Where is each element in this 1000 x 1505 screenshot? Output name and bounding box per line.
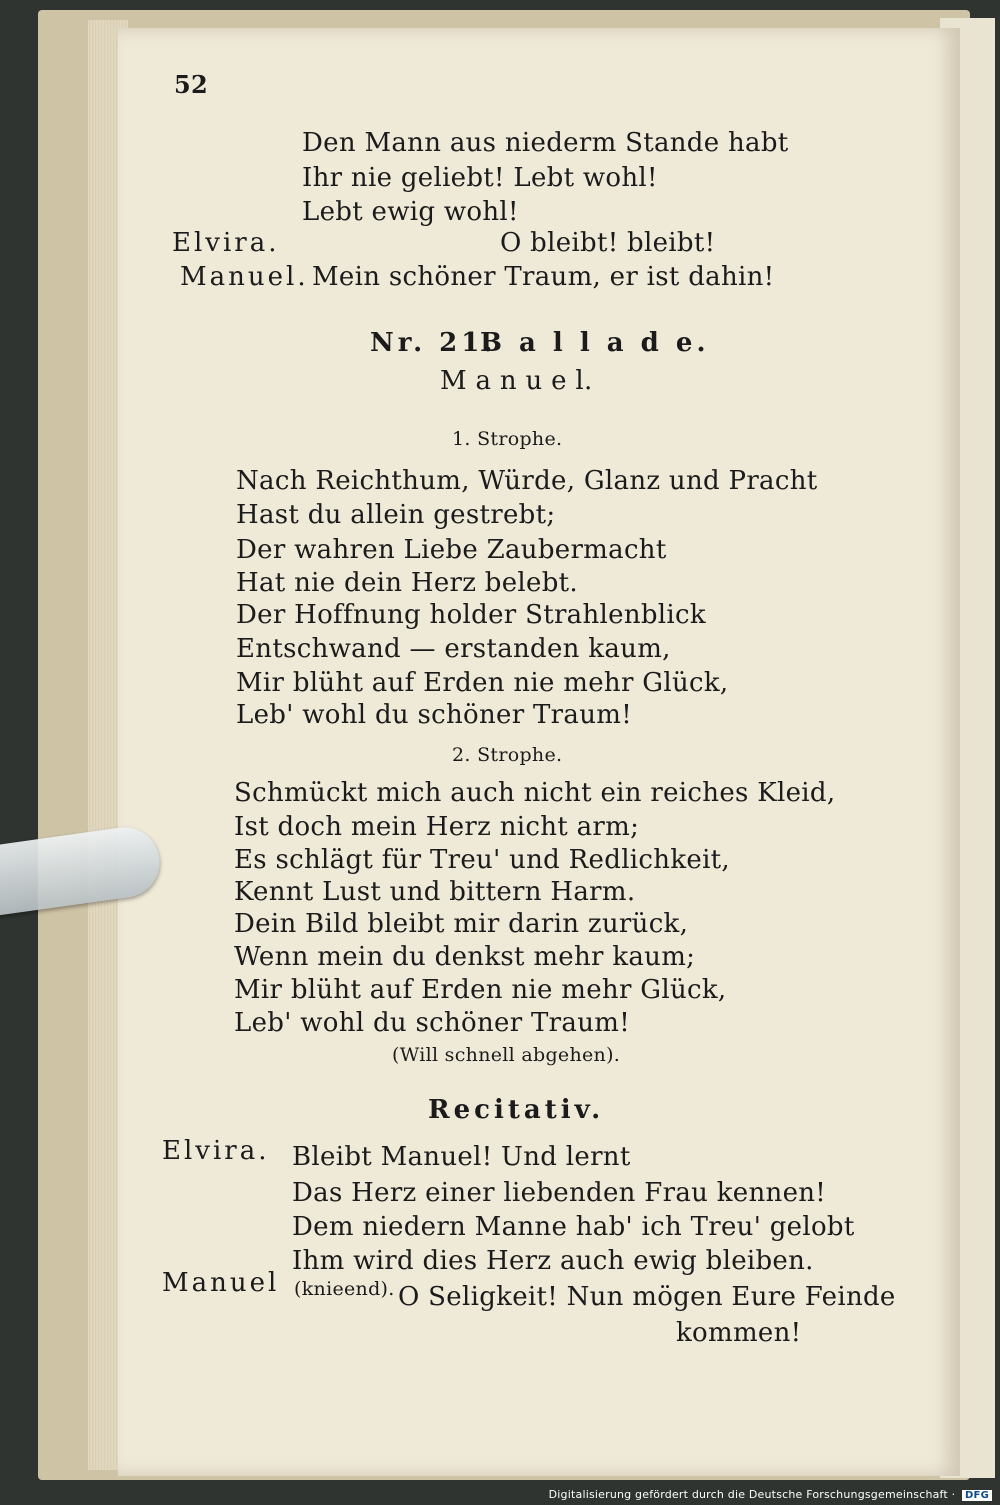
dfg-logo-icon: DFG bbox=[962, 1490, 992, 1501]
text-line: Recitativ. bbox=[428, 1095, 605, 1125]
text-line: Hat nie dein Herz belebt. bbox=[236, 568, 578, 598]
text-line: Lebt ewig wohl! bbox=[302, 197, 519, 227]
footer-credit: Digitalisierung gefördert durch die Deutsche Forschungsgemeinschaft · DFG bbox=[549, 1488, 992, 1501]
text-line: Das Herz einer liebenden Frau kennen! bbox=[292, 1178, 827, 1208]
text-line: Manuel. bbox=[180, 262, 309, 292]
text-line: kommen! bbox=[676, 1318, 802, 1348]
text-line: Der wahren Liebe Zaubermacht bbox=[236, 535, 667, 565]
text-line: Mir blüht auf Erden nie mehr Glück, bbox=[234, 975, 727, 1005]
text-line: Nach Reichthum, Würde, Glanz und Pracht bbox=[236, 466, 818, 496]
text-line: 2. Strophe. bbox=[452, 744, 563, 766]
text-line: M a n u e l. bbox=[440, 366, 593, 396]
text-line: Ihm wird dies Herz auch ewig bleiben. bbox=[292, 1246, 814, 1276]
text-line: (knieend). bbox=[294, 1278, 395, 1300]
text-line: Elvira. bbox=[162, 1136, 270, 1166]
text-line: Mein schöner Traum, er ist dahin! bbox=[312, 262, 775, 292]
text-line: Manuel bbox=[162, 1268, 280, 1298]
text-line: Nr. 21. bbox=[370, 328, 497, 358]
text-line: Den Mann aus niederm Stande habt bbox=[302, 128, 789, 158]
text-line: Dein Bild bleibt mir darin zurück, bbox=[234, 909, 689, 939]
page-number: 52 bbox=[174, 70, 208, 99]
text-line: Bleibt Manuel! Und lernt bbox=[292, 1142, 631, 1172]
text-line: Elvira. bbox=[172, 228, 280, 258]
text-line: B a l l a d e. bbox=[480, 328, 710, 358]
text-line: Leb' wohl du schöner Traum! bbox=[234, 1008, 630, 1038]
text-line: Ist doch mein Herz nicht arm; bbox=[234, 812, 640, 842]
book-page bbox=[118, 28, 960, 1476]
text-line: Der Hoffnung holder Strahlenblick bbox=[236, 600, 706, 630]
footer-text: Digitalisierung gefördert durch die Deutsche Forschungsgemeinschaft bbox=[548, 1488, 948, 1501]
text-line: (Will schnell abgehen). bbox=[392, 1044, 621, 1066]
text-line: Schmückt mich auch nicht ein reiches Kleid, bbox=[234, 778, 836, 808]
text-line: Dem niedern Manne hab' ich Treu' gelobt bbox=[292, 1212, 855, 1242]
text-line: O Seligkeit! Nun mögen Eure Feinde bbox=[398, 1282, 896, 1312]
text-line: Hast du allein gestrebt; bbox=[236, 500, 556, 530]
text-line: O bleibt! bleibt! bbox=[500, 228, 716, 258]
text-line: 1. Strophe. bbox=[452, 428, 563, 450]
text-line: Wenn mein du denkst mehr kaum; bbox=[234, 942, 696, 972]
text-line: Leb' wohl du schöner Traum! bbox=[236, 700, 632, 730]
text-line: Entschwand — erstanden kaum, bbox=[236, 634, 671, 664]
text-line: Mir blüht auf Erden nie mehr Glück, bbox=[236, 668, 729, 698]
text-line: Kennt Lust und bittern Harm. bbox=[234, 877, 636, 907]
text-line: Es schlägt für Treu' und Redlichkeit, bbox=[234, 845, 730, 875]
text-line: Ihr nie geliebt! Lebt wohl! bbox=[302, 163, 658, 193]
